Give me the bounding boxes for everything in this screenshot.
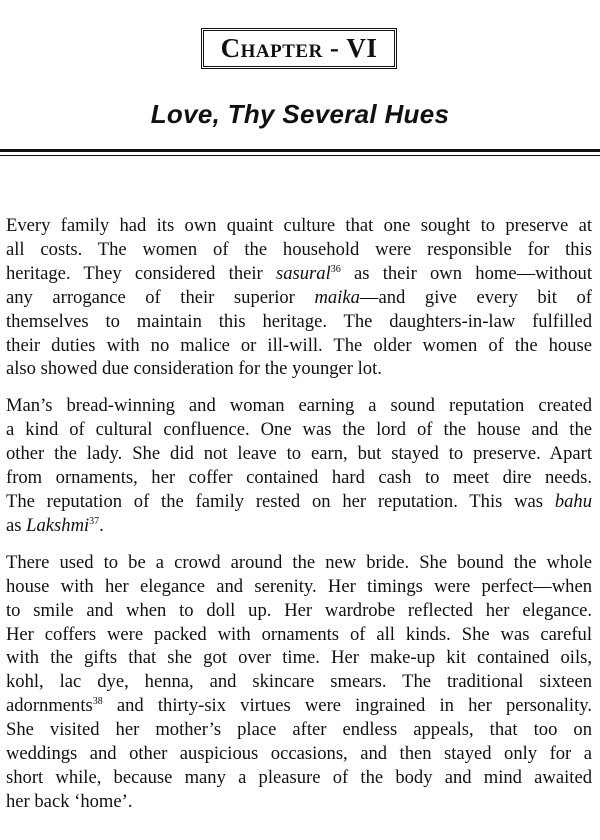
text-line: also showed due consideration for the younger lot.	[6, 358, 382, 380]
text-line: Man’s bread-winning and woman earning a sound reputation created	[6, 395, 592, 417]
heading-rule-thin	[0, 155, 600, 156]
text-line: adornments$^{38}$ and thirty-six virtues were ingrained in her personality.	[6, 695, 592, 717]
text-line: themselves to maintain this heritage. The daughters-in-law fulfilled	[6, 310, 592, 332]
paragraph	[6, 214, 592, 381]
text-line: weddings and other auspicious occasions, and then stayed only for a	[6, 743, 592, 765]
text-line: their duties with no malice or ill-will. The older women of the house	[6, 334, 592, 356]
paragraph	[6, 551, 592, 814]
footnote-marker: 36	[330, 263, 341, 275]
text-line: from ornaments, her coffer contained hard cash to meet dire needs.	[6, 467, 592, 489]
italic-term: sasural	[275, 262, 331, 284]
text-line: as Lakshmi$^{37}$.	[6, 514, 104, 536]
chapter-heading-box	[201, 28, 397, 69]
heading-rule-thick	[0, 149, 600, 152]
text-line: all costs. The women of the household were responsible for this	[6, 238, 592, 260]
chapter-separator: -	[329, 33, 340, 63]
text-line: The reputation of the family rested on her reputation. This was bahu	[6, 490, 592, 512]
text-line: other the lady. She did not leave to earn, but stayed to preserve. Apart	[6, 443, 592, 465]
paragraph	[6, 394, 592, 537]
text-line: her back ‘home’.	[6, 790, 133, 812]
text-line: any arrogance of their superior maika—and give every bit of	[6, 286, 592, 308]
text-line: There used to be a crowd around the new bride. She bound the whole	[6, 551, 592, 573]
text-line: kohl, lac dye, henna, and skincare smears. The traditional sixteen	[6, 671, 592, 693]
text-line: Every family had its own quaint culture that one sought to preserve at	[6, 215, 592, 236]
italic-term: Lakshmi	[26, 514, 90, 536]
footnote-marker: 37	[89, 515, 100, 527]
italic-term: maika	[314, 286, 360, 308]
text-line: short while, because many a pleasure of the body and mind awaited	[6, 766, 592, 788]
text-line: Her coffers were packed with ornaments of all kinds. She was careful	[6, 623, 592, 645]
chapter-title: Love, Thy Several Hues	[150, 99, 450, 129]
text-line: house with her elegance and serenity. Her timings were perfect—when	[6, 575, 592, 597]
body-text	[6, 214, 592, 827]
chapter-numeral: VI	[346, 33, 378, 63]
chapter-word: Chapter	[220, 33, 323, 63]
footnote-marker: 38	[92, 696, 103, 708]
text-line: heritage. They considered their sasural$^{36}$ as their own home—without	[6, 262, 592, 284]
italic-term: bahu	[554, 490, 592, 512]
text-line: with the gifts that she got over time. Her make-up kit contained oils,	[6, 647, 592, 669]
text-line: She visited her mother’s place after endless appeals, that too on	[6, 719, 592, 741]
text-line: a kind of cultural confluence. One was the lord of the house and the	[6, 419, 592, 441]
text-line: to smile and when to doll up. Her wardrobe reflected her elegance.	[6, 599, 592, 621]
